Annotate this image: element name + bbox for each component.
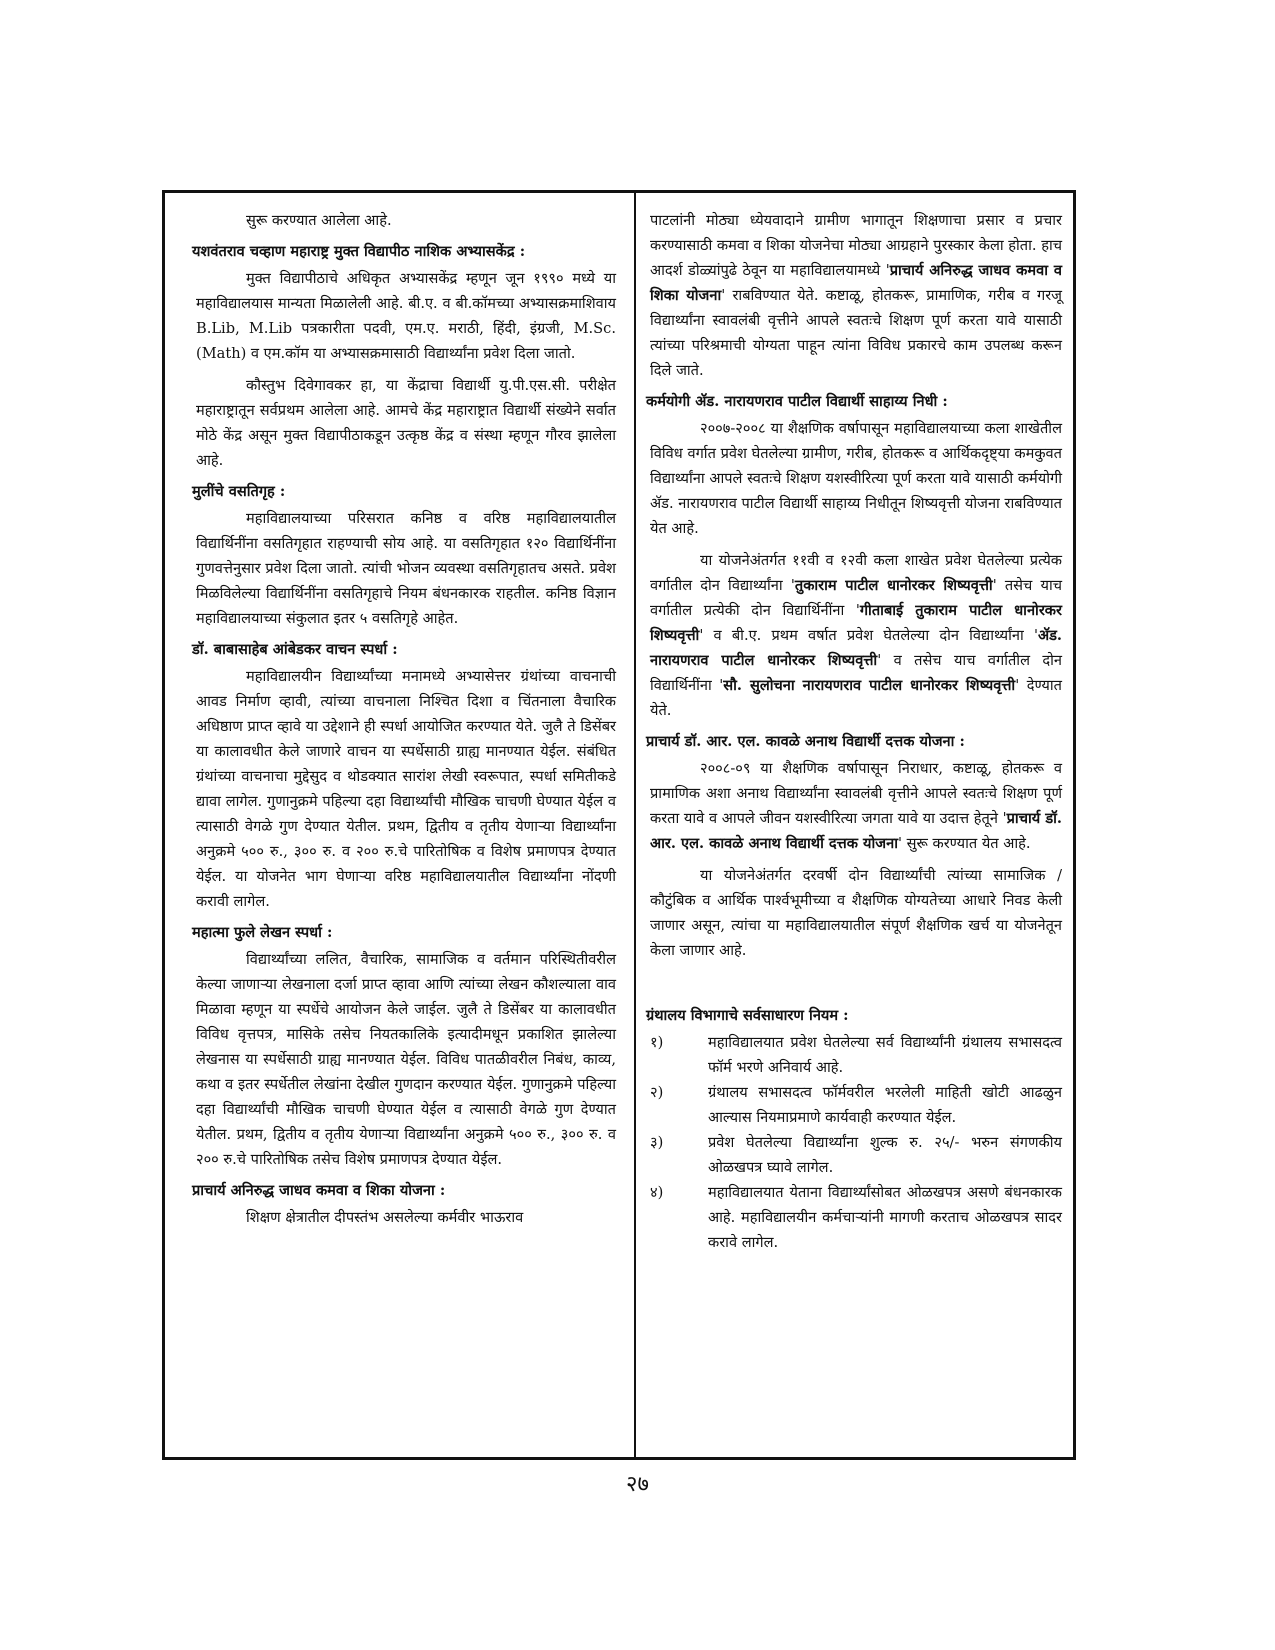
section-heading: महात्मा फुले लेखन स्पर्धा : bbox=[192, 924, 333, 941]
rule-item bbox=[650, 1130, 1062, 1180]
text-run: ' व तसेच याच वर्गातील दोन विद्यार्थिनींना ' bbox=[650, 652, 1062, 694]
text-run: पाटलांनी मोठ्या ध्येयवादाने ग्रामीण भागातून शिक्षणाचा प्रसार व प्रचार करण्यासाठी कमवा व शिका योजनेचा मोठ्या आग्रहाने पुरस्कार केला होता. हाच आदर्श डोळ्यांपुढे ठेवून या महाविद्यालयामध्ये ' bbox=[650, 212, 1062, 279]
column-divider bbox=[634, 190, 636, 1460]
paragraph: मुक्त विद्यापीठाचे अधिकृत अभ्यासकेंद्र म्हणून जून १९९० मध्ये या महाविद्यालयास मान्यता मिळालेली आहे. बी.ए. व बी.कॉमच्या अभ्यासक्रमाशिवाय B.Lib, M.Lib पत्रकारीता पदवी, एम.ए. मराठी, हिंदी, इंग्रजी, M.Sc. (Math) व एम.कॉम या अभ्यासक्रमासाठी विद्यार्थ्यांना प्रवेश दिला जातो. bbox=[196, 270, 616, 362]
rule-item bbox=[650, 1180, 1062, 1255]
rule-text: महाविद्यालयात येताना विद्यार्थ्यांसोबत ओळखपत्र असणे बंधनकारक आहे. महाविद्यालयीन कर्मचाऱ्यांनी मागणी करताच ओळखपत्र सादर करावे लागेल. bbox=[708, 1184, 1062, 1251]
section-heading: प्राचार्य अनिरुद्ध जाधव कमवा व शिका योजना : bbox=[192, 1182, 446, 1199]
rule-item bbox=[650, 1030, 1062, 1080]
section-heading: यशवंतराव चव्हाण महाराष्ट्र मुक्त विद्यापीठ नाशिक अभ्यासकेंद्र : bbox=[192, 243, 526, 260]
paragraph: महाविद्यालयीन विद्यार्थ्यांच्या मनामध्ये अभ्यासेत्तर ग्रंथांच्या वाचनाची आवड निर्माण व्हावी, त्यांच्या वाचनाला निश्चित दिशा व चिंतनाला वैचारिक अधिष्ठाण प्राप्त व्हावे या उद्देशाने ही स्पर्धा आयोजित करण्यात येते. जुलै ते डिसेंबर या कालावधीत केले जाणारे वाचन या स्पर्धेसाठी ग्राह्य मानण्यात येईल. संबंधित ग्रंथांच्या वाचनाचा मुद्देसुद व थोडक्यात सारांश लेखी स्वरूपात, स्पर्धा समितीकडे द्यावा लागेल. गुणानुक्रमे पहिल्या दहा विद्यार्थ्यांची मौखिक चाचणी घेण्यात येईल व त्यासाठी वेगळे गुण देण्यात येतील. प्रथम, द्वितीय व तृतीय येणाऱ्या विद्यार्थ्यांना अनुक्रमे ५०० रु., ३०० रु. व २०० रु.चे पारितोषिक व विशेष प्रमाणपत्र देण्यात येईल. या योजनेत भाग घेणाऱ्या वरिष्ठ महाविद्यालयातील विद्यार्थ्यांना नोंदणी करावी लागेल. bbox=[196, 668, 616, 910]
text-run: ' तसेच याच वर्गातील प्रत्येकी दोन विद्यार्थिनींना ' bbox=[650, 577, 1062, 619]
paragraph: कौस्तुभ दिवेगावकर हा, या केंद्राचा विद्यार्थी यु.पी.एस.सी. परीक्षेत महाराष्ट्रातून सर्वप्रथम आलेला आहे. आमचे केंद्र महाराष्ट्रात विद्यार्थी संख्येने सर्वात मोठे केंद्र असून मुक्त विद्यापीठाकडून उत्कृष्ठ केंद्र व संस्था म्हणून गौरव झालेला आहे. bbox=[196, 377, 616, 469]
paragraph: विद्यार्थ्यांच्या ललित, वैचारिक, सामाजिक व वर्तमान परिस्थितीवरील केल्या जाणाऱ्या लेखनाला दर्जा प्राप्त व्हावा आणि त्यांच्या लेखन कौशल्याला वाव मिळावा म्हणून या स्पर्धेचे आयोजन केले जाईल. जुलै ते डिसेंबर या कालावधीत विविध वृत्तपत्र, मासिके तसेच नियतकालिके इत्यादीमधून प्रकाशित झालेल्या लेखनास या स्पर्धेसाठी ग्राह्य मानण्यात येईल. विविध पातळीवरील निबंध, काव्य, कथा व इतर स्पर्धेतील लेखांना देखील गुणदान करण्यात येईल. गुणानुक्रमे पहिल्या दहा विद्यार्थ्यांची मौखिक चाचणी घेण्यात येईल व त्यासाठी वेगळे गुण देण्यात येतील. प्रथम, द्वितीय व तृतीय येणाऱ्या विद्यार्थ्यांना अनुक्रमे ५०० रु., ३०० रु. व २०० रु.चे पारितोषिक तसेच विशेष प्रमाणपत्र देण्यात येईल. bbox=[196, 951, 616, 1168]
paragraph bbox=[650, 756, 1062, 856]
scholarship-name: तुकाराम पाटील धानोरकर शिष्यवृत्ती bbox=[794, 577, 993, 594]
text-run: २००८-०९ या शैक्षणिक वर्षापासून निराधार, कष्टाळू, होतकरू व प्रामाणिक अशा अनाथ विद्यार्थ्यांना स्वावलंबी वृत्तीने आपले स्वतःचे शिक्षण पूर्ण करता यावे व आपले जीवन यशस्वीरित्या जगता यावे या उदात्त हेतूने ' bbox=[650, 760, 1062, 827]
section-heading: प्राचार्य डॉ. आर. एल. कावळे अनाथ विद्यार्थी दत्तक योजना : bbox=[646, 733, 965, 750]
rule-number: ३) bbox=[650, 1134, 664, 1151]
text-run: ' राबविण्यात येते. कष्टाळू, होतकरू, प्रामाणिक, गरीब व गरजू विद्यार्थ्यांना स्वावलंबी वृत्तीने आपले स्वतःचे शिक्षण पूर्ण करता यावे यासाठी त्यांच्या परिश्रमाची योग्यता पाहून त्यांना विविध प्रकारचे काम उपलब्ध करून दिले जाते. bbox=[650, 287, 1062, 379]
rule-text: ग्रंथालय सभासदत्व फॉर्मवरील भरलेली माहिती खोटी आढळुन आल्यास नियमाप्रमाणे कार्यवाही करण्यात येईल. bbox=[708, 1084, 1062, 1126]
paragraph: महाविद्यालयाच्या परिसरात कनिष्ठ व वरिष्ठ महाविद्यालयातील विद्यार्थिनींना वसतिगृहात राहण्याची सोय आहे. या वसतिगृहात १२० विद्यार्थिनींना गुणवत्तेनुसार प्रवेश दिला जातो. त्यांची भोजन व्यवस्था वसतिगृहातच असते. प्रवेश मिळविलेल्या विद्यार्थिनींना वसतिगृहाचे नियम बंधनकारक राहतील. कनिष्ठ विज्ञान महाविद्यालयाच्या संकुलात इतर ५ वसतिगृहे आहेत. bbox=[196, 510, 616, 627]
rule-number: ४) bbox=[650, 1184, 664, 1201]
text-run: ' देण्यात येते. bbox=[650, 677, 1062, 719]
rule-item bbox=[650, 1080, 1062, 1130]
paragraph bbox=[650, 548, 1062, 723]
paragraph: या योजनेअंतर्गत दरवर्षी दोन विद्यार्थ्यांची त्यांच्या सामाजिक / कौटुंबिक व आर्थिक पार्श्वभूमीच्या व शैक्षणिक योग्यतेच्या आधारे निवड केली जाणार असून, त्यांचा या महाविद्यालयातील संपूर्ण शैक्षणिक खर्च या योजनेतून केला जाणार आहे. bbox=[650, 867, 1062, 959]
page-number: २७ bbox=[626, 1472, 649, 1497]
text-run: ' सुरू करण्यात येत आहे. bbox=[898, 835, 1031, 852]
section-heading: मुलींचे वसतिगृह : bbox=[192, 483, 286, 500]
rule-number: १) bbox=[650, 1034, 664, 1051]
scheme-name: प्राचार्य डॉ. आर. एल. कावळे अनाथ विद्यार्थी दत्तक योजना bbox=[650, 810, 1062, 852]
paragraph bbox=[650, 208, 1062, 383]
paragraph: २००७-२००८ या शैक्षणिक वर्षापासून महाविद्यालयाच्या कला शाखेतील विविध वर्गात प्रवेश घेतलेल्या ग्रामीण, गरीब, होतकरू व आर्थिकदृष्ट्या कमकुवत विद्यार्थ्यांना आपले स्वतःचे शिक्षण यशस्वीरित्या पूर्ण करता यावे यासाठी कर्मयोगी ॲड. नारायणराव पाटील विद्यार्थी साहाय्य निधीतून शिष्यवृत्ती योजना राबविण्यात येत आहे. bbox=[650, 420, 1062, 537]
rule-text: प्रवेश घेतलेल्या विद्यार्थ्यांना शुल्क रु. २५/- भरुन संगणकीय ओळखपत्र घ्यावे लागेल. bbox=[708, 1134, 1062, 1176]
paragraph: शिक्षण क्षेत्रातील दीपस्तंभ असलेल्या कर्मवीर भाऊराव bbox=[246, 1209, 524, 1226]
section-heading: ग्रंथालय विभागाचे सर्वसाधारण नियम : bbox=[646, 1007, 849, 1024]
scholarship-name: गीताबाई तुकाराम पाटील धानोरकर शिष्यवृत्ती bbox=[650, 602, 1062, 644]
section-heading: डॉ. बाबासाहेब आंबेडकर वाचन स्पर्धा : bbox=[192, 641, 398, 658]
rule-text: महाविद्यालयात प्रवेश घेतलेल्या सर्व विद्यार्थ्यांनी ग्रंथालय सभासदत्व फॉर्म भरणे अनिवार्य आहे. bbox=[708, 1034, 1062, 1076]
text-run: ' व बी.ए. प्रथम वर्षात प्रवेश घेतलेल्या दोन विद्यार्थ्यांना ' bbox=[699, 627, 1038, 644]
rule-number: २) bbox=[650, 1084, 664, 1101]
scheme-name: प्राचार्य अनिरुद्ध जाधव कमवा व शिका योजना bbox=[650, 262, 1062, 304]
scholarship-name: सौ. सुलोचना नारायणराव पाटील धानोरकर शिष्यवृत्ती bbox=[723, 677, 1016, 694]
text-run: या योजनेअंतर्गत ११वी व १२वी कला शाखेत प्रवेश घेतलेल्या प्रत्येक वर्गातील दोन विद्यार्थ्यांना ' bbox=[650, 552, 1062, 594]
section-heading: कर्मयोगी ॲड. नारायणराव पाटील विद्यार्थी साहाय्य निधी : bbox=[646, 393, 948, 410]
left-column bbox=[192, 208, 616, 1230]
spacer bbox=[650, 963, 1062, 997]
right-column bbox=[646, 208, 1062, 1255]
paragraph: सुरू करण्यात आलेला आहे. bbox=[246, 212, 392, 229]
scholarship-name: ॲड. नारायणराव पाटील धानोरकर शिष्यवृत्ती bbox=[650, 627, 1062, 669]
